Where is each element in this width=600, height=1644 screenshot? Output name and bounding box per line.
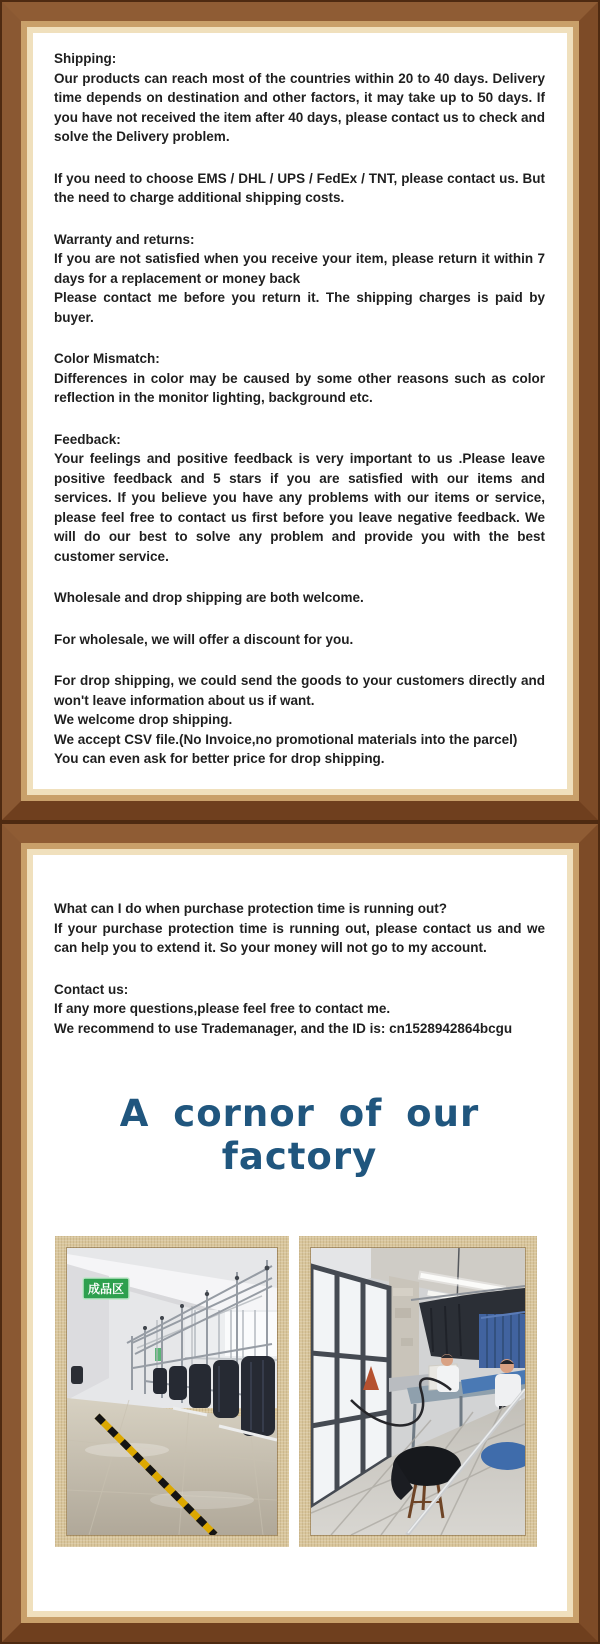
paragraph: If any more questions,please feel free to contact me. xyxy=(54,1001,391,1016)
section-heading: Warranty and returns: xyxy=(54,231,195,247)
section-express-couriers xyxy=(54,169,545,208)
paragraph: Differences in color may be caused by some other reasons such as color reflection in the monitor lighting, background etc. xyxy=(54,370,545,405)
factory-title: A cornor of our factory xyxy=(119,1092,480,1178)
factory-photo-workshop xyxy=(299,1236,537,1547)
section-warranty xyxy=(54,230,545,328)
finished-goods-sign: 成品区 xyxy=(87,1282,125,1296)
paragraph: You can even ask for better price for drop shipping. xyxy=(54,751,385,766)
paragraph: Your feelings and positive feedback is very important to us .Please leave positive feedback and 5 stars if you are satisfied with our items and services. If you believe you have any problems with our items or service, please feel free to contact us first before you leave negative feedback. We will do our best to solve any problem and provide you with the best customer service. xyxy=(54,451,545,564)
factory-photos-row xyxy=(55,1236,545,1547)
section-wholesale-welcome xyxy=(54,588,545,608)
section-heading: Feedback: xyxy=(54,431,121,447)
section-heading: Color Mismatch: xyxy=(54,351,160,366)
section-contact-us xyxy=(54,980,545,1039)
paragraph: If your purchase protection time is running out, please contact us and we can help you to extend it. So your money will not go to my account. xyxy=(54,920,545,955)
paragraph: Our products can reach most of the countries within 20 to 40 days. Delivery time depends on destination and other factors, it may take up to 50 days. If you have not received the item after 40 days, please contact us to check and solve the Delivery problem. xyxy=(54,70,545,144)
section-feedback xyxy=(54,430,545,567)
paragraph: Wholesale and drop shipping are both welcome. xyxy=(54,590,364,605)
shipping-content xyxy=(33,33,567,789)
section-purchase-protection xyxy=(54,899,545,958)
warehouse-photo-illustration xyxy=(67,1248,277,1535)
mat-border-cream xyxy=(27,849,573,1617)
mat-border-tan xyxy=(21,843,579,1623)
section-heading: Contact us: xyxy=(54,981,129,997)
wood-border xyxy=(2,2,598,820)
info-panel-factory xyxy=(0,822,600,1644)
paragraph: For drop shipping, we could send the goods to your customers directly and won't leave information about us if want. xyxy=(54,673,545,708)
factory-photo-warehouse xyxy=(55,1236,289,1547)
section-wholesale-discount xyxy=(54,630,545,650)
wood-border xyxy=(2,824,598,1642)
section-shipping xyxy=(54,49,545,147)
mat-border-cream xyxy=(27,27,573,795)
paragraph: We accept CSV file.(No Invoice,no promotional materials into the parcel) xyxy=(54,731,518,747)
paragraph: Please contact me before you return it. The shipping charges is paid by buyer. xyxy=(54,290,545,325)
section-color-mismatch xyxy=(54,349,545,408)
workshop-photo-illustration xyxy=(311,1248,525,1535)
mat-border-tan xyxy=(21,21,579,801)
paragraph: If you are not satisfied when you receive your item, please return it within 7 days for a replacement or money back xyxy=(54,251,545,286)
factory-content xyxy=(33,855,567,1611)
section-heading: What can I do when purchase protection time is running out? xyxy=(54,901,448,916)
section-drop-shipping xyxy=(54,671,545,769)
paragraph: We recommend to use Trademanager, and the ID is: cn1528942864bcgu xyxy=(54,1020,513,1036)
paragraph: We welcome drop shipping. xyxy=(54,712,233,727)
paragraph: If you need to choose EMS / DHL / UPS / FedEx / TNT, please contact us. But the need to charge additional shipping costs. xyxy=(54,170,545,205)
section-heading: Shipping: xyxy=(54,51,117,66)
paragraph: For wholesale, we will offer a discount for you. xyxy=(54,631,354,647)
